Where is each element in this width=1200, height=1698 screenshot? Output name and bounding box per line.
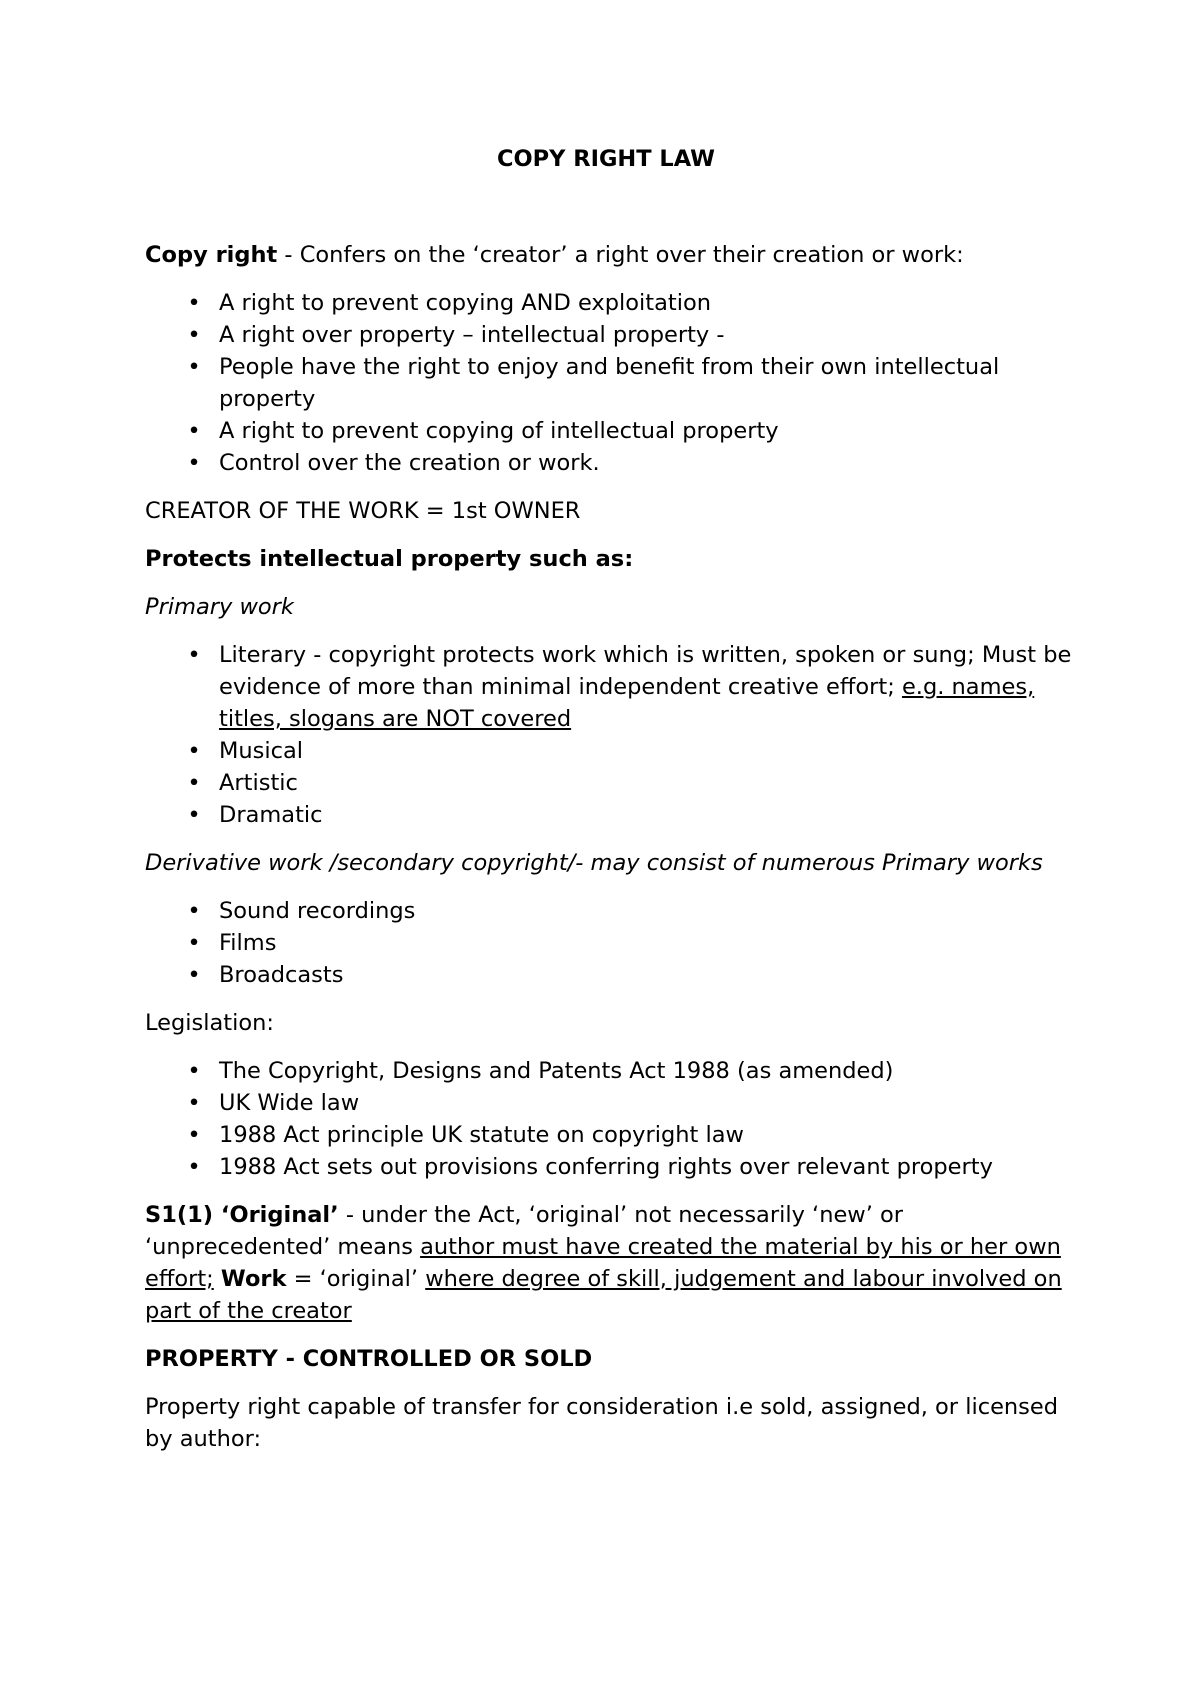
bullet-icon: • — [187, 738, 201, 764]
bullet-icon: • — [187, 1090, 201, 1116]
list-item-text: Films — [219, 930, 277, 956]
bullet-icon: • — [187, 322, 201, 348]
legislation-list — [145, 1055, 1075, 1183]
list-item-text: People have the right to enjoy and benefit from their own intellectual property — [219, 354, 1000, 412]
original-text-2: = ‘original’ — [286, 1266, 426, 1292]
primary-work-heading: Primary work — [145, 594, 294, 620]
bullet-icon: • — [187, 290, 201, 316]
list-item — [145, 927, 1075, 959]
literary-note: e.g. names, titles, slogans are NOT covered — [219, 674, 1035, 732]
bullet-icon: • — [187, 962, 201, 988]
derivative-work-heading: Derivative work /secondary copyright/- may consist of numerous Primary works — [145, 850, 1043, 876]
creator-line: CREATOR OF THE WORK = 1st OWNER — [145, 498, 581, 524]
list-item-text: Broadcasts — [219, 962, 344, 988]
list-item — [145, 447, 1075, 479]
bullet-icon: • — [187, 930, 201, 956]
list-item — [145, 351, 1075, 415]
bullet-icon: • — [187, 450, 201, 476]
list-item-text: A right to prevent copying of intellectual property — [219, 418, 779, 444]
list-item — [145, 1119, 1075, 1151]
bullet-icon: • — [187, 418, 201, 444]
intro-text: - Confers on the ‘creator’ a right over their creation or work: — [277, 242, 964, 268]
document-title: COPY RIGHT LAW — [497, 146, 715, 172]
list-item — [145, 1055, 1075, 1087]
list-item — [145, 319, 1075, 351]
list-item — [145, 1087, 1075, 1119]
original-underline-2: where degree of skill, judgement and labour involved on part of the creator — [145, 1266, 1062, 1324]
bullet-icon: • — [187, 1122, 201, 1148]
list-item — [145, 767, 1075, 799]
bullet-icon: • — [187, 770, 201, 796]
list-item-text: A right to prevent copying AND exploitation — [219, 290, 711, 316]
property-paragraph: Property right capable of transfer for consideration i.e sold, assigned, or licensed by author: — [145, 1394, 1059, 1452]
intro-term: Copy right — [145, 242, 278, 268]
list-item — [145, 959, 1075, 991]
legislation-heading: Legislation: — [145, 1010, 274, 1036]
primary-work-list — [145, 639, 1075, 831]
bullet-icon: • — [187, 354, 201, 380]
list-item-text: Dramatic — [219, 802, 323, 828]
list-item — [145, 799, 1075, 831]
list-item-text: 1988 Act principle UK statute on copyright law — [219, 1122, 744, 1148]
original-paragraph — [145, 1199, 1075, 1327]
rights-list — [145, 287, 1075, 479]
protects-heading: Protects intellectual property such as: — [145, 546, 634, 572]
intro-paragraph — [145, 239, 1075, 271]
list-item — [145, 287, 1075, 319]
list-item-text: Control over the creation or work. — [219, 450, 600, 476]
list-item-text: Sound recordings — [219, 898, 416, 924]
original-underline-1: author must have created the material by his or her own effort; — [145, 1234, 1061, 1292]
list-item — [145, 895, 1075, 927]
bullet-icon: • — [187, 1058, 201, 1084]
list-item-text: Musical — [219, 738, 304, 764]
list-item — [145, 1151, 1075, 1183]
list-item — [145, 639, 1075, 735]
document-body — [145, 143, 1075, 1471]
bullet-icon: • — [187, 898, 201, 924]
work-label: Work — [220, 1266, 287, 1292]
list-item-text: A right over property – intellectual property - — [219, 322, 725, 348]
bullet-icon: • — [187, 642, 201, 668]
list-item-text: The Copyright, Designs and Patents Act 1988 (as amended) — [219, 1058, 894, 1084]
bullet-icon: • — [187, 1154, 201, 1180]
list-item — [145, 735, 1075, 767]
derivative-work-list — [145, 895, 1075, 991]
original-space — [214, 1266, 221, 1292]
property-heading: PROPERTY - CONTROLLED OR SOLD — [145, 1346, 593, 1372]
list-item — [145, 415, 1075, 447]
original-text-1: - under the Act, ‘original’ not necessarily ‘new’ or ‘unprecedented’ means — [145, 1202, 904, 1260]
list-item-text: Artistic — [219, 770, 298, 796]
bullet-icon: • — [187, 802, 201, 828]
literary-text: Literary - copyright protects work which is written, spoken or sung; Must be evidence of more than minimal independent creative effort; — [219, 642, 1072, 700]
original-label: S1(1) ‘Original’ — [145, 1202, 339, 1228]
list-item-text: 1988 Act sets out provisions conferring rights over relevant property — [219, 1154, 993, 1180]
list-item-text: UK Wide law — [219, 1090, 360, 1116]
